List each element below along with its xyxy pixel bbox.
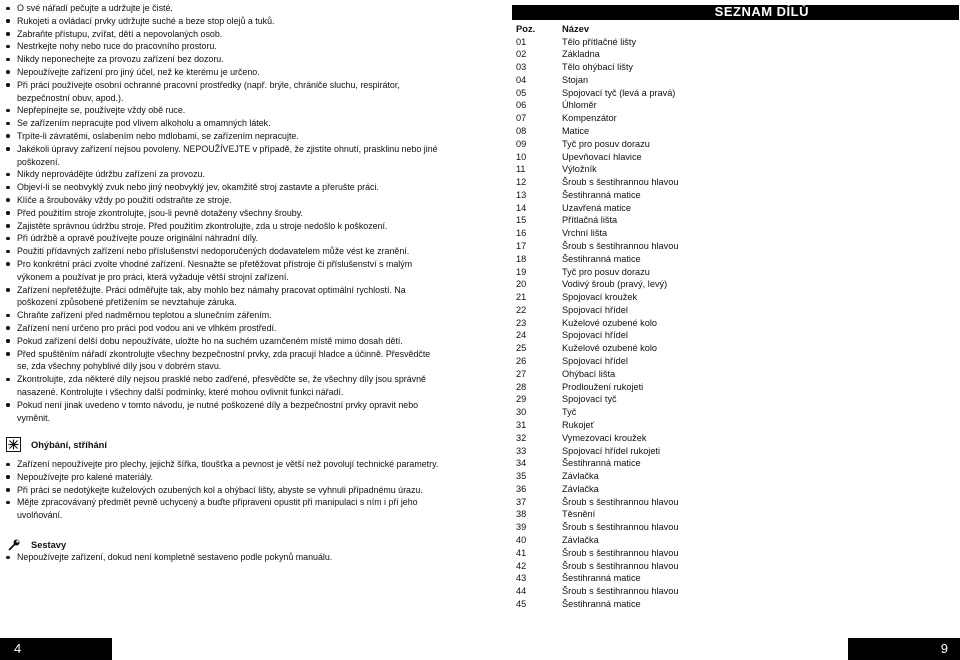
part-name: Úhloměr [562, 100, 597, 111]
part-position: 31 [516, 419, 527, 430]
parts-table-row [516, 189, 678, 202]
part-position: 11 [516, 164, 526, 175]
part-name: Spojovací hřídel rukojeti [562, 445, 661, 456]
parts-table-header [516, 23, 589, 34]
parts-table-row [516, 534, 678, 547]
part-name: Základna [562, 49, 600, 60]
part-name: Tělo ohýbací lišty [562, 62, 633, 73]
list-item: Nepřepínejte se, používejte vždy obě ruce. [6, 104, 444, 117]
parts-table-row [516, 598, 678, 611]
part-name: Šestihranná matice [562, 253, 641, 264]
parts-table-row [516, 214, 678, 227]
parts-table-row [516, 240, 678, 253]
parts-table-row [516, 266, 678, 279]
part-name: Tyč [562, 407, 577, 418]
part-position: 09 [516, 138, 527, 149]
column-header-position: Poz. [516, 23, 536, 34]
part-name: Spojovací tyč (levá a pravá) [562, 87, 676, 98]
assembly-instructions-list [6, 551, 444, 564]
parts-table-row [516, 560, 678, 573]
parts-list-title-bar [512, 5, 959, 20]
wrench-icon [6, 537, 21, 552]
parts-table-row [516, 253, 678, 266]
part-position: 02 [516, 49, 527, 60]
part-position: 34 [516, 458, 527, 469]
part-name: Matice [562, 125, 590, 136]
section-heading-assembly [6, 537, 66, 552]
parts-table-row [516, 355, 678, 368]
part-position: 28 [516, 381, 527, 392]
part-position: 27 [516, 368, 527, 379]
part-name: Tělo přítlačné lišty [562, 36, 637, 47]
part-name: Ohýbací lišta [562, 368, 616, 379]
part-position: 15 [516, 215, 527, 226]
part-name: Vymezovací kroužek [562, 432, 647, 443]
part-position: 29 [516, 394, 527, 405]
parts-table-row [516, 445, 678, 458]
parts-table-row [516, 99, 678, 112]
scissors-icon [6, 437, 21, 452]
part-name: Tyč pro posuv dorazu [562, 138, 650, 149]
part-name: Šestihranná matice [562, 458, 641, 469]
part-position: 04 [516, 74, 527, 85]
part-position: 16 [516, 228, 527, 239]
parts-table-row [516, 202, 678, 215]
part-position: 24 [516, 330, 527, 341]
list-item: Před použitím stroje zkontrolujte, jsou-li pevně dotaženy všechny šrouby. [6, 207, 444, 220]
list-item: Zařízení není určeno pro práci pod vodou ani ve vlhkém prostředí. [6, 322, 444, 335]
part-name: Přítlačná lišta [562, 215, 618, 226]
page-number-right [848, 638, 960, 660]
part-name: Šroub s šestihrannou hlavou [562, 547, 679, 558]
parts-table-row [516, 317, 678, 330]
parts-table-row [516, 547, 678, 560]
list-item: Zkontrolujte, zda některé díly nejsou prasklé nebo zadřené, přesvědčte se, že všechny díly jsou správně nasazené. Kontrolujte i všechny další podmínky, které mohou ovlivnit funkci nářadí. [6, 373, 444, 399]
part-name: Spojovací hřídel [562, 304, 628, 315]
part-position: 44 [516, 586, 527, 597]
part-position: 20 [516, 279, 527, 290]
list-item: Zařízení nepřetěžujte. Práci odměřujte tak, aby mohlo bez námahy pracovat optimální rychlostí. Na poškození způsobené přetížením se nevztahuje záruka. [6, 284, 444, 310]
part-name: Šestihranná matice [562, 189, 641, 200]
list-item: O své nářadí pečujte a udržujte je čisté. [6, 2, 444, 15]
part-position: 18 [516, 253, 527, 264]
part-position: 12 [516, 177, 527, 188]
part-position: 38 [516, 509, 527, 520]
list-item: Při údržbě a opravě používejte pouze originální náhradní díly. [6, 232, 444, 245]
section-heading-cutting [6, 437, 107, 452]
part-position: 21 [516, 292, 527, 303]
part-name: Šroub s šestihrannou hlavou [562, 496, 679, 507]
parts-table-row [516, 112, 678, 125]
safety-instructions-list [6, 2, 444, 424]
list-item: Použití přídavných zařízení nebo příslušenství nedoporučených dodavatelem může vést ke zranění. [6, 245, 444, 258]
part-name: Šroub s šestihrannou hlavou [562, 586, 679, 597]
parts-table-row [516, 470, 678, 483]
list-item: Klíče a šroubováky vždy po použití odstraňte ze stroje. [6, 194, 444, 207]
part-position: 25 [516, 343, 527, 354]
parts-table-row [516, 138, 678, 151]
parts-table-row [516, 125, 678, 138]
part-position: 26 [516, 356, 527, 367]
part-name: Závlačka [562, 471, 599, 482]
list-item: Pokud není jinak uvedeno v tomto návodu, je nutné poškozené díly a bezpečnostní prvky opravit nebo vyměnit. [6, 399, 444, 425]
part-name: Vodivý šroub (pravý, levý) [562, 279, 668, 290]
list-item: Pro konkrétní práci zvolte vhodné zařízení. Nesnažte se přetěžovat přístroje či příslušenství s malým výkonem a používat je pro práci, která vyžaduje větší strojní zařízení. [6, 258, 444, 284]
part-position: 39 [516, 522, 527, 533]
parts-table-row [516, 585, 678, 598]
part-name: Závlačka [562, 483, 599, 494]
parts-table-row [516, 368, 678, 381]
part-name: Spojovací hřídel [562, 330, 628, 341]
list-item: Při práci se nedotýkejte kuželových ozubených kol a ohýbací lišty, abyste se vyhnuli případnému úrazu. [6, 484, 444, 497]
part-name: Tyč pro posuv dorazu [562, 266, 650, 277]
part-position: 43 [516, 573, 527, 584]
part-position: 22 [516, 304, 527, 315]
part-name: Těsnění [562, 509, 596, 520]
parts-table-row [516, 521, 678, 534]
part-name: Výložník [562, 164, 597, 175]
part-name: Rukojeť [562, 419, 595, 430]
list-item: Chraňte zařízení před nadměrnou teplotou a slunečním zářením. [6, 309, 444, 322]
part-position: 01 [516, 36, 527, 47]
part-name: Prodloužení rukojeti [562, 381, 644, 392]
part-position: 08 [516, 125, 527, 136]
part-name: Šroub s šestihrannou hlavou [562, 241, 679, 251]
parts-table-row [516, 381, 678, 394]
parts-list-title: SEZNAM DÍLŮ [714, 4, 809, 19]
part-name: Vrchní lišta [562, 228, 608, 239]
parts-table-row [516, 406, 678, 419]
list-item: Zajistěte správnou údržbu stroje. Před použitím zkontrolujte, zda u stroje nedošlo k poškození. [6, 220, 444, 233]
parts-table-row [516, 278, 678, 291]
part-position: 30 [516, 407, 527, 418]
parts-table-row [516, 36, 678, 49]
part-name: Uzavřená matice [562, 202, 631, 213]
part-position: 33 [516, 445, 527, 456]
part-position: 40 [516, 534, 527, 545]
part-name: Kuželové ozubené kolo [562, 343, 658, 354]
part-name: Závlačka [562, 534, 599, 545]
part-position: 06 [516, 100, 527, 111]
part-name: Šestihranná matice [562, 598, 641, 609]
parts-table-row [516, 74, 678, 87]
parts-table-body [516, 36, 678, 611]
list-item: Při práci používejte osobní ochranné pracovní prostředky (např. brýle, chrániče sluchu, respirátor, bezpečnostní obuv, apod.). [6, 79, 444, 105]
parts-table-row [516, 419, 678, 432]
part-name: Šroub s šestihrannou hlavou [562, 560, 679, 571]
parts-table-row [516, 508, 678, 521]
part-position: 42 [516, 560, 527, 571]
list-item: Zabraňte přístupu, zvířat, dětí a nepovolaných osob. [6, 28, 444, 41]
part-position: 19 [516, 266, 527, 277]
list-item: Nepoužívejte zařízení, dokud není kompletně sestaveno podle pokynů manuálu. [6, 551, 444, 564]
part-name: Šroub s šestihrannou hlavou [562, 522, 679, 533]
list-item: Objeví-li se neobvyklý zvuk nebo jiný neobvyklý jev, okamžitě stroj zastavte a přerušte práci. [6, 181, 444, 194]
parts-table-row [516, 176, 678, 189]
part-position: 03 [516, 62, 527, 73]
parts-table-row [516, 329, 678, 342]
part-name: Upevňovací hlavice [562, 151, 642, 162]
parts-table-row [516, 48, 678, 61]
parts-table-row [516, 393, 678, 406]
list-item: Nepoužívejte pro kalené materiály. [6, 471, 444, 484]
list-item: Se zařízením nepracujte pod vlivem alkoholu a omamných látek. [6, 117, 444, 130]
part-name: Kuželové ozubené kolo [562, 317, 658, 328]
section-title-assembly: Sestavy [31, 539, 67, 550]
list-item: Před spuštěním nářadí zkontrolujte všechny bezpečnostní prvky, zda pracují hladce a účinně. Přesvědčte se, zda všechny pohyblivé díly jsou v dobrém stavu. [6, 348, 444, 374]
page-number-left [0, 638, 112, 660]
page-number-right-label: 9 [940, 641, 948, 656]
part-name: Kompenzátor [562, 113, 617, 124]
parts-table-row [516, 572, 678, 585]
left-page [0, 0, 445, 635]
parts-table-row [516, 151, 678, 164]
part-position: 41 [516, 547, 527, 558]
list-item: Pokud zařízení delší dobu nepoužíváte, uložte ho na suchém uzamčeném místě mimo dosah dětí. [6, 335, 444, 348]
parts-table-row [516, 342, 678, 355]
part-position: 37 [516, 496, 527, 507]
list-item: Nikdy neprovádějte údržbu zařízení za provozu. [6, 168, 444, 181]
list-item: Zařízení nepoužívejte pro plechy, jejichž šířka, tloušťka a pevnost je větší než povolují technické parametry. [6, 458, 444, 471]
parts-table-row [516, 291, 678, 304]
part-position: 14 [516, 202, 527, 213]
part-position: 05 [516, 87, 527, 98]
part-name: Šestihranná matice [562, 573, 641, 584]
part-position: 23 [516, 317, 527, 328]
parts-table-row [516, 483, 678, 496]
parts-table-row [516, 87, 678, 100]
list-item: Mějte zpracovávaný předmět pevně uchycený a buďte připraveni opustit při manipulaci s ním i při jeho uvolňování. [6, 496, 444, 522]
part-name: Spojovací hřídel [562, 356, 628, 367]
part-position: 17 [516, 241, 527, 251]
right-page [512, 0, 960, 620]
list-item: Nepoužívejte zařízení pro jiný účel, než ke kterému je určeno. [6, 66, 444, 79]
parts-table-row [516, 61, 678, 74]
part-position: 13 [516, 189, 527, 200]
list-item: Rukojeti a ovládací prvky udržujte suché a beze stop olejů a tuků. [6, 15, 444, 28]
column-header-name: Název [562, 23, 590, 34]
parts-table-row [516, 432, 678, 445]
parts-table-row [516, 304, 678, 317]
part-name: Spojovací kroužek [562, 292, 638, 303]
page-number-left-label: 4 [14, 641, 22, 656]
list-item: Jakékoli úpravy zařízení nejsou povoleny. NEPOUŽÍVEJTE v případě, že zjistíte ohnutí, prasklinu nebo jiné poškození. [6, 143, 444, 169]
part-name: Stojan [562, 74, 589, 85]
parts-table-row [516, 163, 678, 176]
part-position: 35 [516, 471, 527, 482]
part-position: 45 [516, 598, 527, 609]
part-name: Šroub s šestihrannou hlavou [562, 177, 679, 188]
section-title-cutting: Ohýbání, stříhání [31, 439, 107, 450]
parts-table-row [516, 496, 678, 509]
part-position: 10 [516, 151, 527, 162]
part-position: 07 [516, 113, 527, 124]
part-position: 36 [516, 483, 527, 494]
cutting-instructions-list [6, 458, 444, 522]
list-item: Nestrkejte nohy nebo ruce do pracovního prostoru. [6, 40, 444, 53]
parts-table-row [516, 457, 678, 470]
parts-table-row [516, 227, 678, 240]
list-item: Nikdy neponechejte za provozu zařízení bez dozoru. [6, 53, 444, 66]
part-position: 32 [516, 432, 527, 443]
list-item: Trpíte-li závratěmi, oslabením nebo mdlobami, se zařízením nepracujte. [6, 130, 444, 143]
part-name: Spojovací tyč [562, 394, 617, 405]
